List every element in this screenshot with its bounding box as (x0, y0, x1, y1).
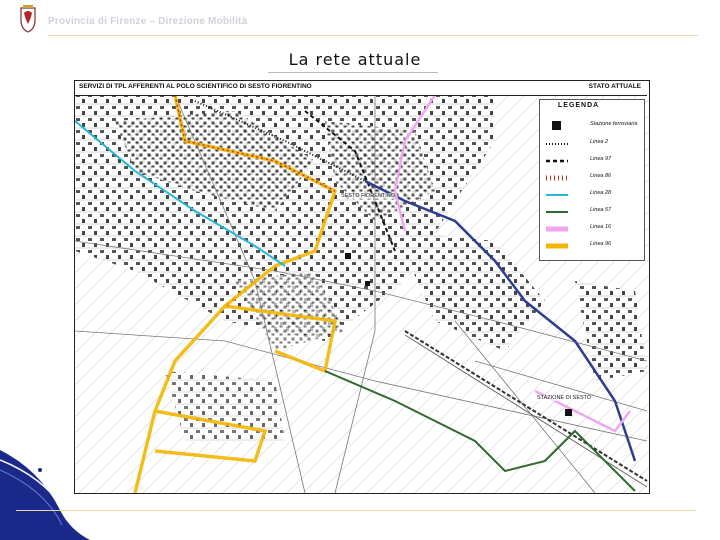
dashed-line-icon (546, 158, 568, 164)
legend-item-linea-2 (546, 138, 642, 152)
green-line-icon (546, 209, 568, 215)
legend-label: Linea 57 (590, 207, 612, 213)
organization-name: Provincia di Firenze – Direzione Mobilità (48, 16, 248, 27)
title-underline (268, 72, 438, 73)
slide-title: La rete attuale (288, 50, 422, 69)
place-label-station: STAZIONE DI SESTO (537, 395, 592, 401)
legend-item-linea-96 (546, 240, 642, 254)
place-label-sesto: SESTO FIORENTINO (341, 193, 395, 199)
legend-item-linea-97 (546, 155, 642, 169)
legend-label: Linea 97 (590, 156, 612, 162)
legend-item-linea-16 (546, 223, 642, 237)
cyan-line-icon (546, 192, 568, 198)
yellow-line-icon (546, 243, 568, 249)
legend-label: Linea 16 (590, 224, 612, 230)
legend-item-station (546, 120, 642, 134)
square-marker-icon (546, 120, 568, 132)
map-legend (539, 99, 645, 261)
coat-of-arms-icon (18, 4, 38, 34)
transit-network-map (74, 80, 650, 494)
legend-label: Linea 2 (590, 139, 609, 145)
legend-item-linea-28 (546, 189, 642, 203)
tick-line-icon (546, 175, 568, 181)
dotted-line-icon (546, 141, 568, 147)
map-heading: SERVIZI DI TPL AFFERENTI AL POLO SCIENTIFICO DI SESTO FIORENTINO (79, 83, 312, 90)
legend-label: Linea 96 (590, 241, 612, 247)
corner-swoosh-decoration (0, 450, 110, 540)
map-header-bar (75, 81, 647, 96)
legend-label: Linea 28 (590, 190, 612, 196)
pink-line-icon (546, 226, 568, 232)
legend-label: Stazione ferroviaria (590, 121, 638, 127)
legend-item-linea-86 (546, 172, 642, 186)
legend-title: LEGENDA (558, 102, 600, 109)
legend-item-linea-57 (546, 206, 642, 220)
legend-label: Linea 86 (590, 173, 612, 179)
header-divider (48, 35, 698, 36)
footer-divider (16, 510, 696, 511)
map-status: STATO ATTUALE (588, 83, 641, 90)
